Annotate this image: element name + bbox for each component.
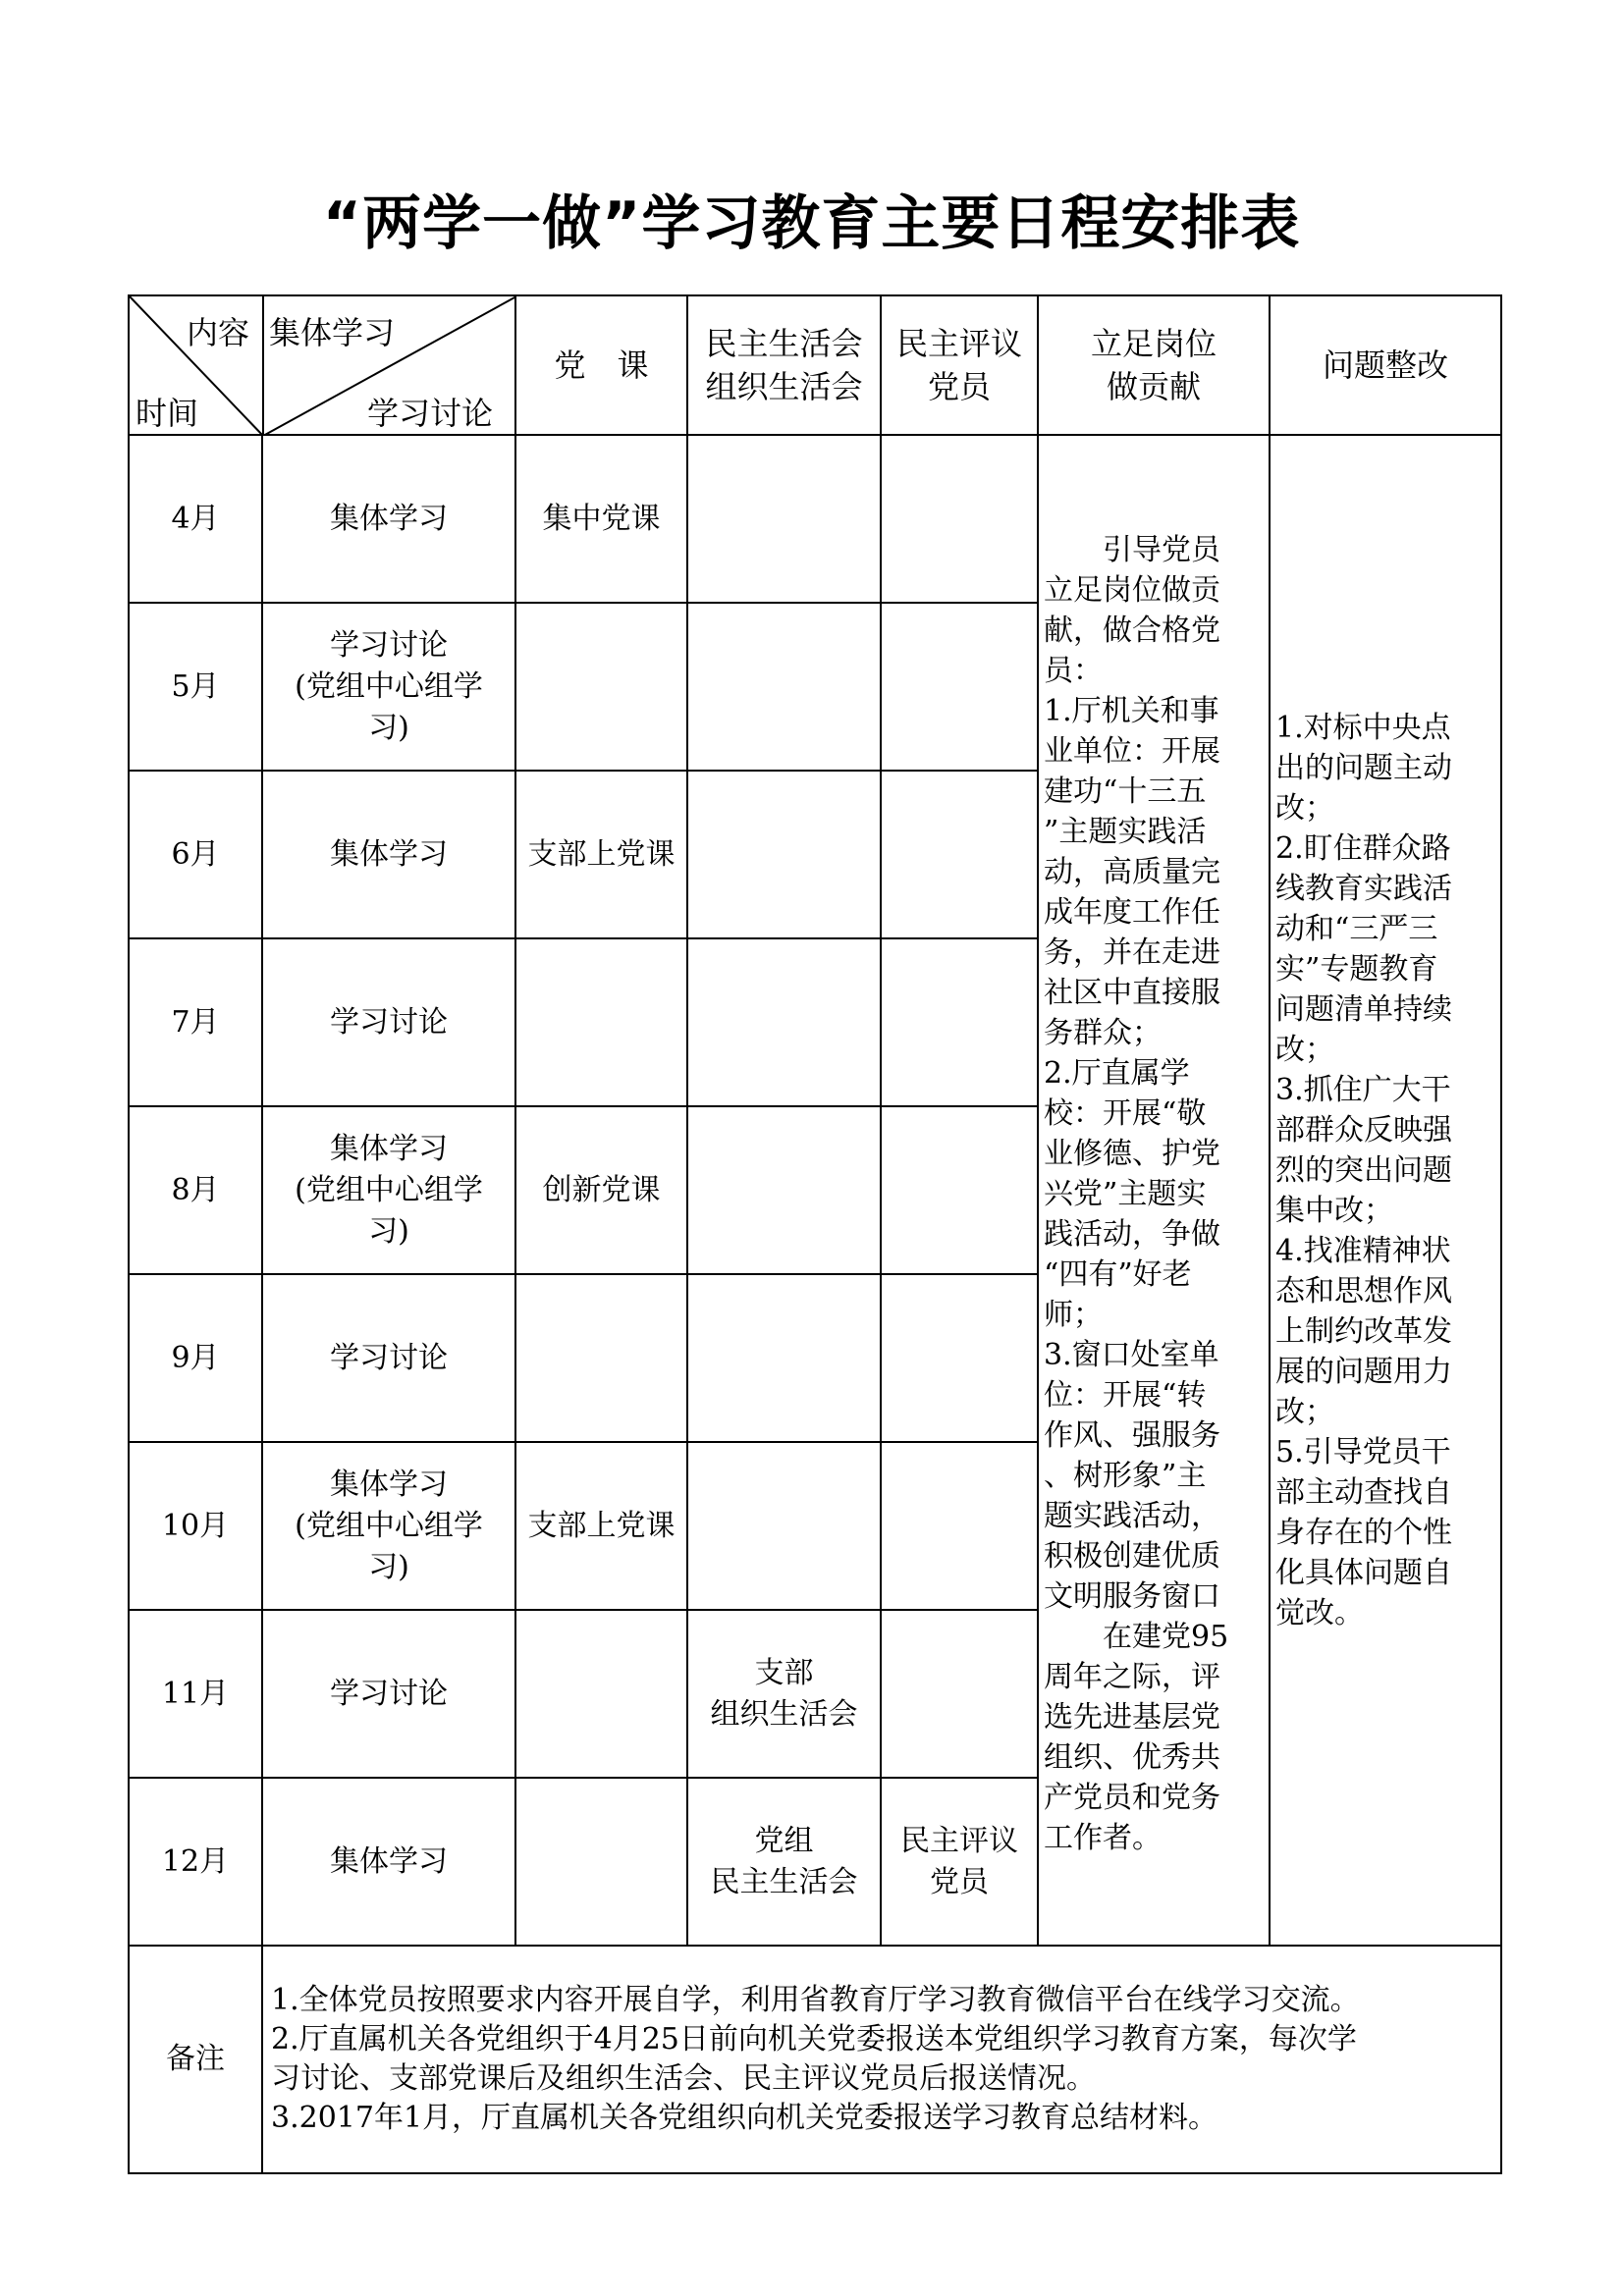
month-cell: 6月 bbox=[129, 771, 262, 938]
post-line: 周年之际，评 bbox=[1044, 1660, 1220, 1694]
study-line: 集体学习 bbox=[330, 501, 448, 536]
fix-line: 出的问题主动 bbox=[1275, 751, 1452, 785]
life-meeting-cell bbox=[687, 1778, 881, 1946]
post-line: 业修德、护党 bbox=[1044, 1137, 1220, 1171]
post-line: 、树形象”主 bbox=[1044, 1459, 1207, 1493]
month-cell: 11月 bbox=[129, 1610, 262, 1778]
lesson-cell: 支部上党课 bbox=[515, 1442, 687, 1610]
life-meeting-line: 党组 bbox=[754, 1823, 814, 1858]
col-header-review: 民主评议 党员 bbox=[881, 295, 1038, 435]
col-header-lesson: 党 课 bbox=[515, 295, 687, 435]
post-line: 社区中直接服 bbox=[1044, 976, 1220, 1010]
fix-line: 3.抓住广大干 bbox=[1275, 1073, 1451, 1107]
month-cell: 8月 bbox=[129, 1106, 262, 1274]
fix-line: 烈的突出问题 bbox=[1275, 1153, 1452, 1188]
fix-line: 身存在的个性 bbox=[1275, 1516, 1452, 1550]
post-line: 献，做合格党 bbox=[1044, 614, 1220, 648]
life-meeting-cell bbox=[687, 1610, 881, 1778]
note-line: 1.全体党员按照要求内容开展自学，利用省教育厅学习教育微信平台在线学习交流。 bbox=[271, 1983, 1360, 2017]
study-cell bbox=[262, 1778, 515, 1946]
post-line: 员： bbox=[1044, 654, 1103, 688]
post-line: 3.窗口处室单 bbox=[1044, 1338, 1219, 1372]
group-study-label: 集体学习 bbox=[269, 314, 396, 351]
study-line: 学习讨论 bbox=[330, 1004, 448, 1040]
study-line: 习) bbox=[368, 710, 409, 745]
post-contribution-cell bbox=[1038, 435, 1270, 1946]
problem-fix-cell bbox=[1270, 435, 1501, 1946]
month-cell: 7月 bbox=[129, 938, 262, 1106]
study-line: 集体学习 bbox=[330, 1131, 448, 1166]
note-line: 3.2017年1月，厅直属机关各党组织向机关党委报送学习教育总结材料。 bbox=[271, 2101, 1218, 2135]
post-line: 在建党95 bbox=[1044, 1620, 1229, 1654]
review-cell bbox=[881, 771, 1038, 938]
fix-line: 上制约改革发 bbox=[1275, 1314, 1452, 1349]
fix-line: 化具体问题自 bbox=[1275, 1556, 1452, 1590]
study-cell bbox=[262, 938, 515, 1106]
fix-line: 4.找准精神状 bbox=[1275, 1234, 1451, 1268]
study-line: 集体学习 bbox=[330, 836, 448, 872]
post-line: 积极创建优质 bbox=[1044, 1539, 1220, 1574]
diag-time-label: 时间 bbox=[135, 395, 199, 432]
lesson-cell bbox=[515, 938, 687, 1106]
review-cell bbox=[881, 603, 1038, 771]
page-title: “两学一做”学习教育主要日程安排表 bbox=[322, 189, 1301, 258]
post-line: 2.厅直属学 bbox=[1044, 1056, 1190, 1091]
post-line: 兴党”主题实 bbox=[1044, 1177, 1207, 1211]
study-line: 学习讨论 bbox=[330, 627, 448, 663]
study-cell bbox=[262, 1106, 515, 1274]
notes-row bbox=[129, 1946, 1501, 2173]
note-line: 习讨论、支部党课后及组织生活会、民主评议党员后报送情况。 bbox=[271, 2061, 1096, 2096]
post-line: 动，高质量完 bbox=[1044, 855, 1220, 889]
review-cell bbox=[881, 1778, 1038, 1946]
fix-line: 改； bbox=[1275, 1033, 1334, 1067]
study-line: (党组中心组学 bbox=[295, 668, 483, 704]
schedule-table bbox=[128, 294, 1502, 2174]
lesson-cell: 集中党课 bbox=[515, 435, 687, 603]
post-line: 工作者。 bbox=[1044, 1821, 1162, 1855]
month-cell: 10月 bbox=[129, 1442, 262, 1610]
study-discussion-label: 学习讨论 bbox=[367, 395, 494, 432]
header-row bbox=[129, 295, 1501, 435]
post-line: 产党员和党务 bbox=[1044, 1781, 1220, 1815]
lesson-cell bbox=[515, 1274, 687, 1442]
post-line: 组织、优秀共 bbox=[1044, 1740, 1220, 1775]
fix-line: 5.引导党员干 bbox=[1275, 1435, 1451, 1469]
study-line: (党组中心组学 bbox=[295, 1508, 483, 1543]
fix-line: 部主动查找自 bbox=[1275, 1475, 1452, 1510]
diagonal-header bbox=[129, 295, 515, 435]
life-meeting-cell bbox=[687, 603, 881, 771]
review-cell bbox=[881, 1610, 1038, 1778]
month-cell: 9月 bbox=[129, 1274, 262, 1442]
lesson-cell: 创新党课 bbox=[515, 1106, 687, 1274]
post-line: 引导党员 bbox=[1044, 533, 1220, 567]
review-line: 党员 bbox=[930, 1864, 989, 1899]
lesson-cell bbox=[515, 1610, 687, 1778]
fix-line: 集中改； bbox=[1275, 1194, 1393, 1228]
study-line: 习) bbox=[368, 1549, 409, 1584]
lesson-cell: 支部上党课 bbox=[515, 771, 687, 938]
post-line: 1.厅机关和事 bbox=[1044, 694, 1219, 728]
review-cell bbox=[881, 435, 1038, 603]
month-cell: 4月 bbox=[129, 435, 262, 603]
life-meeting-cell bbox=[687, 771, 881, 938]
post-line: 校：开展“敬 bbox=[1044, 1096, 1207, 1131]
lesson-cell bbox=[515, 603, 687, 771]
life-meeting-line: 民主生活会 bbox=[710, 1864, 858, 1899]
col-header-post: 立足岗位 做贡献 bbox=[1038, 295, 1270, 435]
fix-line: 线教育实践活 bbox=[1275, 872, 1452, 906]
table-row bbox=[129, 435, 1501, 603]
post-line: “四有”好老 bbox=[1044, 1257, 1192, 1292]
note-line: 2.厅直属机关各党组织于4月25日前向机关党委报送本党组织学习教育方案，每次学 bbox=[271, 2022, 1357, 2056]
col-header-life: 民主生活会 组织生活会 bbox=[687, 295, 881, 435]
life-meeting-line: 组织生活会 bbox=[710, 1696, 858, 1732]
post-line: 立足岗位做贡 bbox=[1044, 573, 1220, 608]
fix-line: 展的问题用力 bbox=[1275, 1355, 1452, 1389]
life-meeting-cell bbox=[687, 435, 881, 603]
life-meeting-cell bbox=[687, 1106, 881, 1274]
post-line: 建功“十三五 bbox=[1044, 774, 1207, 809]
post-line: 位：开展“转 bbox=[1044, 1378, 1207, 1413]
post-line: 师； bbox=[1044, 1298, 1103, 1332]
post-line: ”主题实践活 bbox=[1044, 815, 1207, 849]
review-cell bbox=[881, 1106, 1038, 1274]
lesson-cell bbox=[515, 1778, 687, 1946]
study-line: 集体学习 bbox=[330, 1843, 448, 1879]
fix-line: 2.盯住群众路 bbox=[1275, 831, 1451, 866]
col-header-fix: 问题整改 bbox=[1270, 295, 1501, 435]
fix-line: 态和思想作风 bbox=[1275, 1274, 1452, 1308]
study-line: (党组中心组学 bbox=[295, 1172, 483, 1207]
post-line: 务群众； bbox=[1044, 1016, 1162, 1050]
fix-line: 实”专题教育 bbox=[1275, 952, 1438, 987]
review-cell bbox=[881, 1442, 1038, 1610]
post-line: 业单位：开展 bbox=[1044, 734, 1220, 769]
review-line: 民主评议 bbox=[900, 1823, 1018, 1858]
life-meeting-cell bbox=[687, 938, 881, 1106]
diag-content-label: 内容 bbox=[187, 314, 250, 351]
fix-line: 觉改。 bbox=[1275, 1596, 1364, 1630]
post-line: 选先进基层党 bbox=[1044, 1700, 1220, 1735]
study-cell bbox=[262, 603, 515, 771]
life-meeting-line: 支部 bbox=[754, 1655, 814, 1690]
study-cell bbox=[262, 1274, 515, 1442]
post-line: 成年度工作任 bbox=[1044, 895, 1220, 930]
notes-content bbox=[262, 1946, 1501, 2173]
month-cell: 5月 bbox=[129, 603, 262, 771]
review-cell bbox=[881, 1274, 1038, 1442]
notes-label: 备注 bbox=[129, 1946, 262, 2173]
post-line: 务，并在走进 bbox=[1044, 935, 1220, 970]
fix-line: 改； bbox=[1275, 1395, 1334, 1429]
fix-line: 改； bbox=[1275, 791, 1334, 826]
fix-line: 问题清单持续 bbox=[1275, 992, 1452, 1027]
life-meeting-cell bbox=[687, 1442, 881, 1610]
life-meeting-cell bbox=[687, 1274, 881, 1442]
study-cell bbox=[262, 1610, 515, 1778]
month-cell: 12月 bbox=[129, 1778, 262, 1946]
study-cell bbox=[262, 771, 515, 938]
study-line: 集体学习 bbox=[330, 1467, 448, 1502]
study-line: 学习讨论 bbox=[330, 1340, 448, 1375]
study-cell bbox=[262, 1442, 515, 1610]
review-cell bbox=[881, 938, 1038, 1106]
post-line: 题实践活动， bbox=[1044, 1499, 1220, 1533]
fix-line: 1.对标中央点 bbox=[1275, 711, 1451, 745]
study-line: 学习讨论 bbox=[330, 1676, 448, 1711]
fix-line: 部群众反映强 bbox=[1275, 1113, 1452, 1148]
post-line: 文明服务窗口 bbox=[1044, 1579, 1220, 1614]
post-line: 作风、强服务 bbox=[1044, 1418, 1220, 1453]
post-line: 践活动，争做 bbox=[1044, 1217, 1220, 1252]
study-line: 习) bbox=[368, 1213, 409, 1249]
study-cell bbox=[262, 435, 515, 603]
fix-line: 动和“三严三 bbox=[1275, 912, 1438, 946]
